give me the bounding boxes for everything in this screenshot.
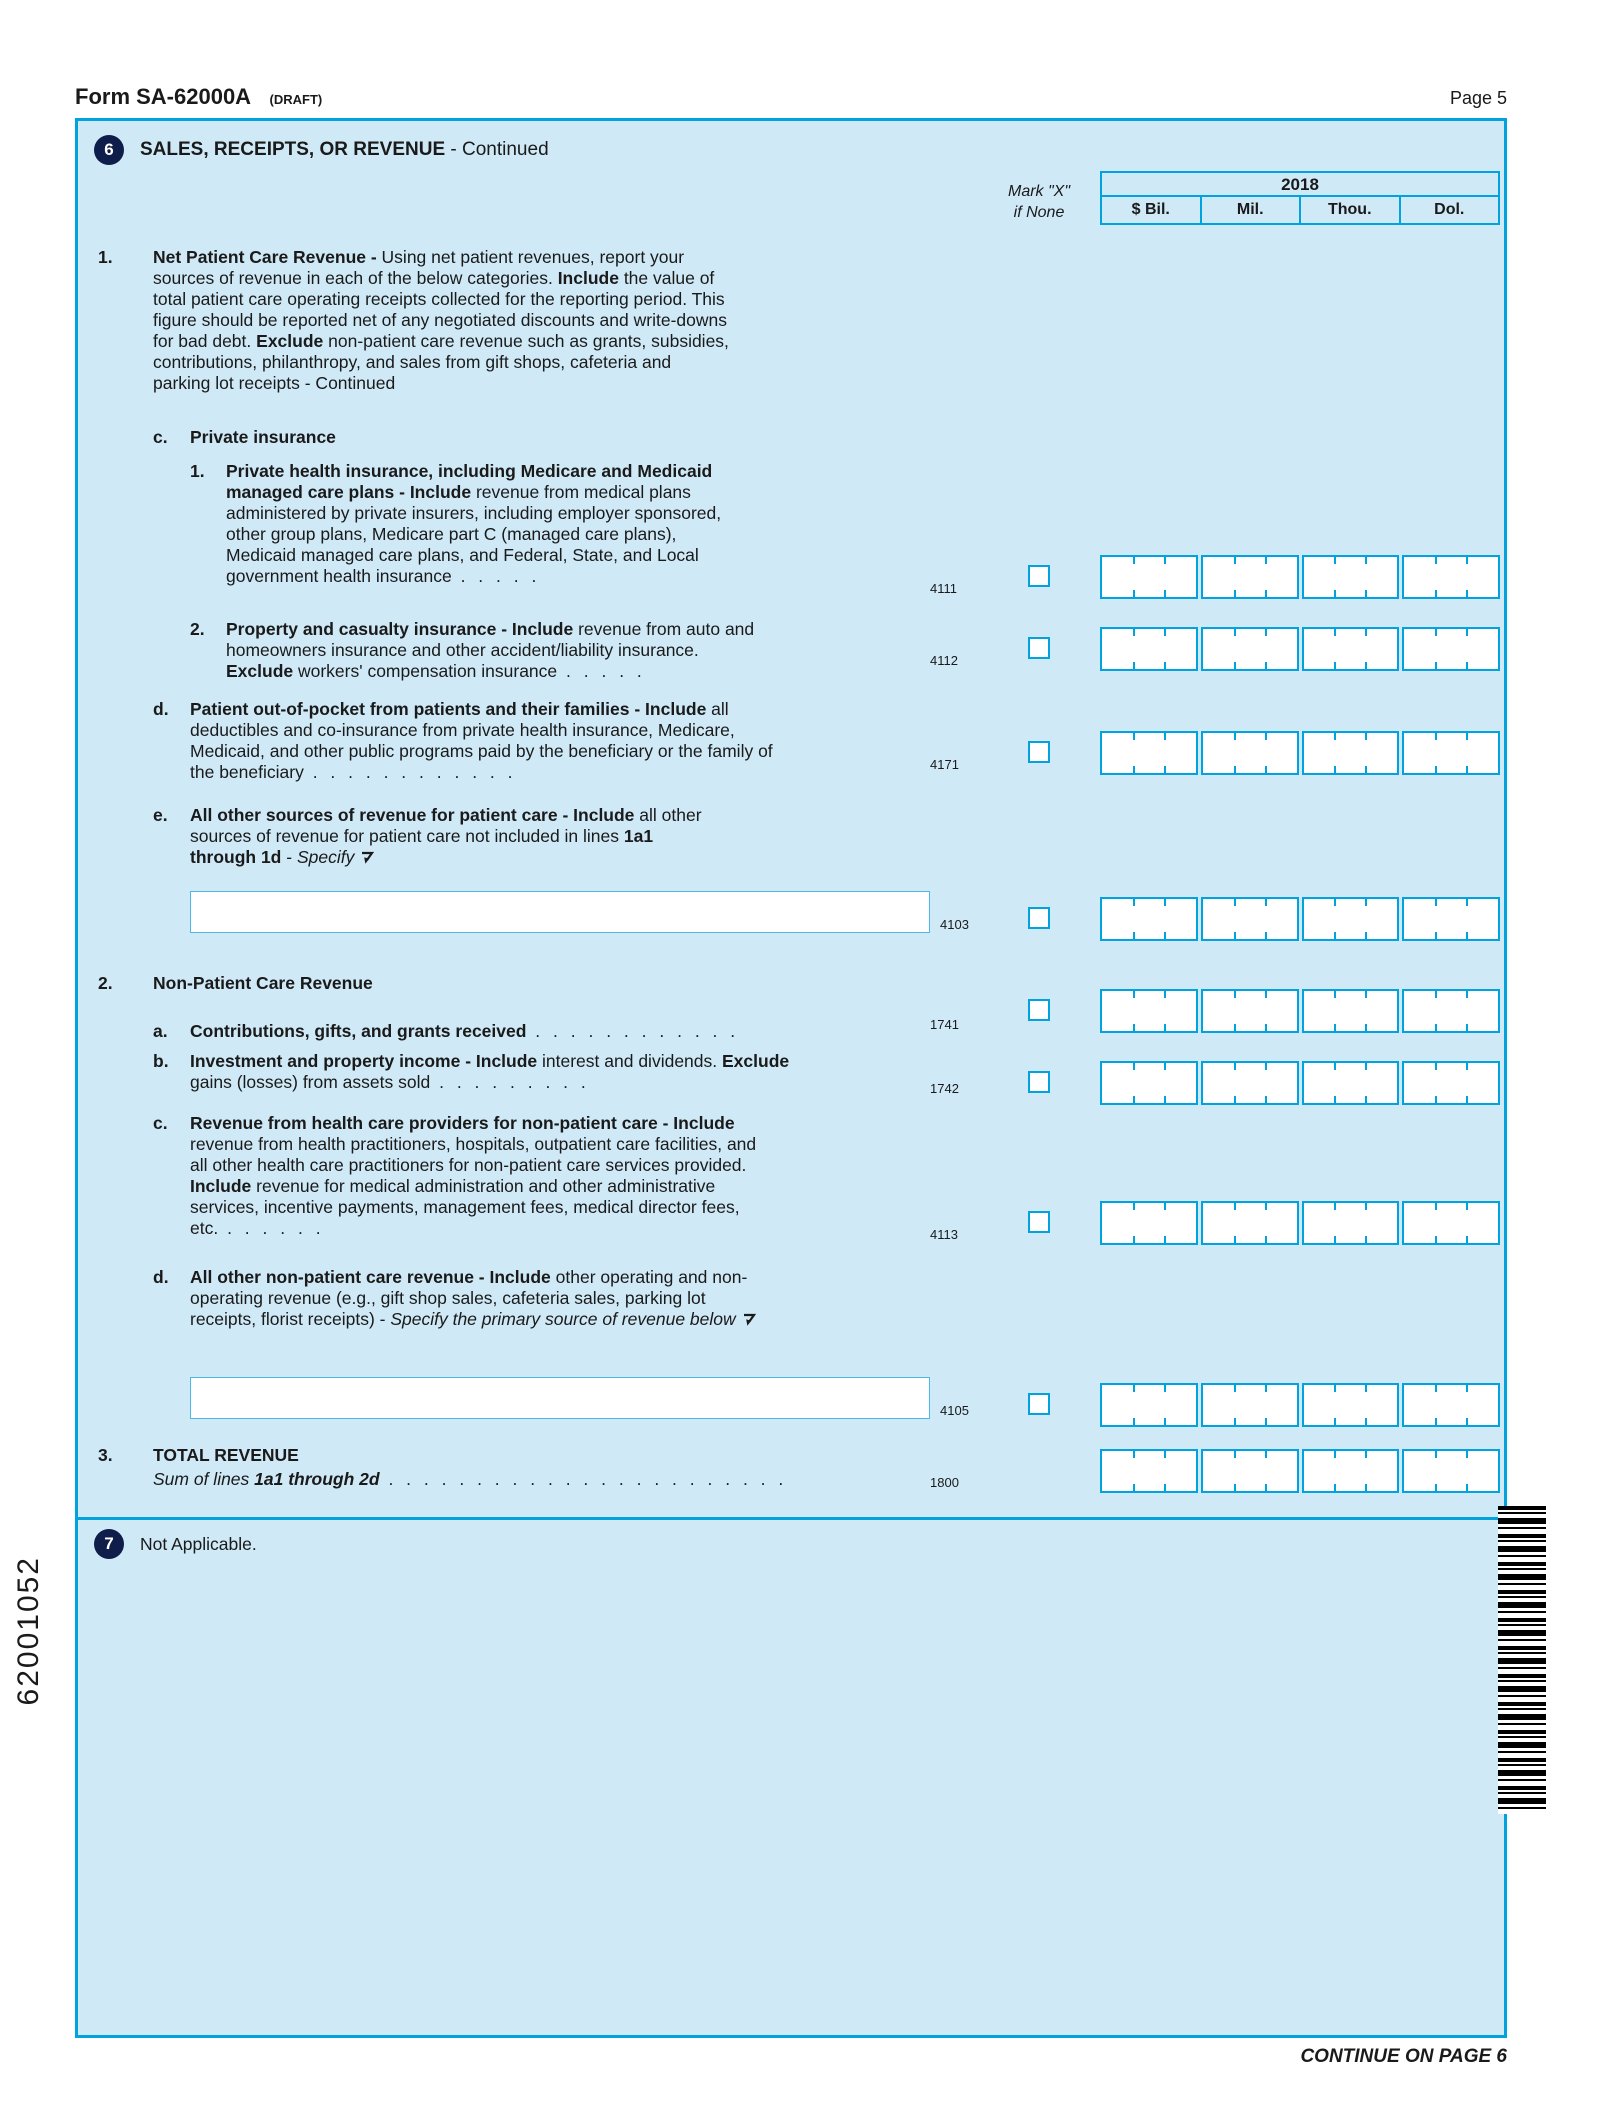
none-checkbox-4103[interactable] (1028, 907, 1050, 929)
digit-tick (1234, 1024, 1236, 1031)
amount-row-4103 (1100, 897, 1500, 941)
digit-tick (1164, 733, 1166, 740)
digit-tick (1334, 590, 1336, 597)
amount-box-dol[interactable] (1402, 1383, 1500, 1427)
amount-box-bil[interactable] (1100, 627, 1198, 671)
digit-tick (1164, 557, 1166, 564)
digit-tick (1164, 1418, 1166, 1425)
amount-box-dol[interactable] (1402, 1201, 1500, 1245)
digit-tick (1365, 899, 1367, 906)
item-2b-letter: b. (153, 1051, 169, 1071)
digit-tick (1164, 1024, 1166, 1031)
item-code: 4112 (930, 653, 958, 668)
digit-tick (1466, 1024, 1468, 1031)
amount-row-1741 (1100, 989, 1500, 1033)
digit-tick (1234, 733, 1236, 740)
none-checkbox-4171[interactable] (1028, 741, 1050, 763)
digit-tick (1234, 1236, 1236, 1243)
digit-tick (1265, 733, 1267, 740)
item-2c-text: Revenue from health care providers for non-patient care - Include revenue from health practitioners, hospitals, outpatient care facilities, and all other health care practitioners for non-patient care services provided. Include revenue for medical administration and other administrative services, incentive payments, management fees, medical director fees, etc. . . . . . . (190, 1113, 757, 1238)
digit-tick (1164, 1385, 1166, 1392)
item-code: 1800 (930, 1475, 959, 1490)
item-2d-text (190, 1267, 760, 1330)
digit-tick (1265, 590, 1267, 597)
item-1d-text: Patient out-of-pocket from patients and their families - Include all deductibles and co-insurance from private health insurance, Medicare, Medicaid, and other public programs paid by the beneficiary or the family of the beneficiary . . . . . . . . . . . . (190, 699, 773, 782)
digit-tick (1466, 629, 1468, 636)
digit-tick (1234, 991, 1236, 998)
digit-tick (1164, 1203, 1166, 1210)
form-panel (75, 118, 1507, 2038)
digit-tick (1234, 1418, 1236, 1425)
digit-tick (1466, 1063, 1468, 1070)
digit-tick (1365, 557, 1367, 564)
digit-tick (1466, 1451, 1468, 1458)
digit-tick (1435, 1451, 1437, 1458)
digit-tick (1435, 629, 1437, 636)
digit-tick (1365, 590, 1367, 597)
item-3-sum-line: Sum of lines 1a1 through 2d . . . . . . . . . . . . . . . . . . . . . . . (153, 1469, 788, 1489)
digit-tick (1435, 766, 1437, 773)
col-header-thou: Thou. (1301, 197, 1401, 225)
digit-tick (1133, 662, 1135, 669)
digit-tick (1466, 991, 1468, 998)
amount-box-bil[interactable] (1100, 1061, 1198, 1105)
digit-tick (1164, 899, 1166, 906)
digit-tick (1334, 1484, 1336, 1491)
digit-tick (1265, 1024, 1267, 1031)
item-2a-letter: a. (153, 1021, 168, 1041)
item-1-text: Net Patient Care Revenue - Using net patient revenues, report your sources of revenue in each of the below categories. Include the value of total patient care operating receipts collected for the reporting period. This figure should be reported net of any negotiated discounts and write-downs for bad debt. Exclude non-patient care revenue such as grants, subsidies, contributions, philanthropy, and sales from gift shops, cafeteria and parking lot receipts - Continued (153, 247, 729, 393)
amount-box-bil[interactable] (1100, 989, 1198, 1033)
digit-tick (1164, 991, 1166, 998)
digit-tick (1234, 1385, 1236, 1392)
mark-x-if-none-label (986, 181, 1092, 223)
digit-tick (1365, 662, 1367, 669)
amount-box-thou[interactable] (1302, 731, 1400, 775)
digit-tick (1265, 766, 1267, 773)
none-checkbox-4105[interactable] (1028, 1393, 1050, 1415)
digit-tick (1234, 590, 1236, 597)
digit-tick (1435, 733, 1437, 740)
digit-tick (1365, 629, 1367, 636)
item-2d-letter: d. (153, 1267, 169, 1287)
section-6-title-main: SALES, RECEIPTS, OR REVENUE (140, 139, 446, 160)
amount-box-dol[interactable] (1402, 555, 1500, 599)
digit-tick (1265, 1451, 1267, 1458)
draft-label: (DRAFT) (269, 92, 323, 107)
col-header-mil: Mil. (1202, 197, 1302, 225)
col-header-dol: Dol. (1401, 197, 1501, 225)
continue-note: CONTINUE ON PAGE 6 (1300, 2046, 1507, 2067)
specify-arrow-icon (354, 847, 375, 867)
amount-box-thou[interactable] (1302, 1383, 1400, 1427)
digit-tick (1365, 1236, 1367, 1243)
digit-tick (1265, 629, 1267, 636)
digit-tick (1334, 1236, 1336, 1243)
digit-tick (1435, 1484, 1437, 1491)
item-1e-letter: e. (153, 805, 168, 825)
digit-tick (1466, 766, 1468, 773)
if-none-line: if None (1013, 204, 1065, 221)
digit-tick (1164, 662, 1166, 669)
digit-tick (1265, 557, 1267, 564)
digit-tick (1435, 590, 1437, 597)
amount-row-1742 (1100, 1061, 1500, 1105)
digit-tick (1164, 629, 1166, 636)
digit-tick (1133, 1385, 1135, 1392)
digit-tick (1365, 1063, 1367, 1070)
item-1d-letter: d. (153, 699, 169, 719)
col-header-bil: $ Bil. (1100, 197, 1202, 225)
digit-tick (1234, 899, 1236, 906)
digit-tick (1466, 1203, 1468, 1210)
digit-tick (1435, 1385, 1437, 1392)
amount-box-mil[interactable] (1201, 1201, 1299, 1245)
digit-tick (1466, 1096, 1468, 1103)
item-1c1-text: Private health insurance, including Medicare and Medicaid managed care plans - Include revenue from medical plans administered by private insurers, including employer sponsored, other group plans, Medicare part C (managed care plans), Medicaid managed care plans, and Federal, State, and Local government health insurance . . . . . (226, 461, 722, 586)
amount-box-thou[interactable] (1302, 989, 1400, 1033)
digit-tick (1265, 1484, 1267, 1491)
digit-tick (1234, 629, 1236, 636)
digit-tick (1365, 991, 1367, 998)
specify-input-4105[interactable] (190, 1377, 930, 1419)
item-2d-segments: All other non-patient care revenue - Include other operating and non-operating revenue (e.g., gift shop sales, cafeteria sales, parking lot receipts, florist receipts) - Specify the primary source of revenue below (190, 1267, 748, 1329)
amount-box-mil[interactable] (1201, 1383, 1299, 1427)
amount-box-dol[interactable] (1402, 731, 1500, 775)
item-code: 1742 (930, 1081, 959, 1096)
digit-tick (1334, 1096, 1336, 1103)
digit-tick (1164, 766, 1166, 773)
digit-tick (1234, 1063, 1236, 1070)
digit-tick (1164, 1236, 1166, 1243)
digit-tick (1133, 590, 1135, 597)
digit-tick (1164, 932, 1166, 939)
digit-tick (1466, 590, 1468, 597)
digit-tick (1365, 1096, 1367, 1103)
item-code: 4105 (940, 1403, 969, 1418)
specify-arrow-icon (736, 1309, 757, 1329)
item-1c-label: Private insurance (190, 427, 336, 447)
digit-tick (1435, 1203, 1437, 1210)
section-6-title-suffix: - Continued (445, 139, 549, 160)
digit-tick (1365, 1418, 1367, 1425)
digit-tick (1435, 1418, 1437, 1425)
digit-tick (1365, 1484, 1367, 1491)
digit-tick (1334, 991, 1336, 998)
item-1-number: 1. (98, 247, 113, 267)
form-number: Form SA-62000A (75, 84, 252, 109)
page-header (75, 84, 1507, 110)
specify-input-4103[interactable] (190, 891, 930, 933)
digit-tick (1334, 557, 1336, 564)
digit-tick (1265, 899, 1267, 906)
digit-tick (1234, 557, 1236, 564)
digit-tick (1133, 899, 1135, 906)
digit-tick (1133, 1418, 1135, 1425)
year-header: 2018 (1100, 171, 1500, 197)
digit-tick (1265, 1418, 1267, 1425)
amount-box-mil[interactable] (1201, 555, 1299, 599)
amount-box-mil[interactable] (1201, 1449, 1299, 1493)
section-divider (77, 1517, 1505, 1520)
amount-row-4105 (1100, 1383, 1500, 1427)
digit-tick (1466, 557, 1468, 564)
amount-box-thou[interactable] (1302, 897, 1400, 941)
digit-tick (1133, 1484, 1135, 1491)
digit-tick (1265, 1063, 1267, 1070)
digit-tick (1435, 1096, 1437, 1103)
amount-row-4113 (1100, 1201, 1500, 1245)
digit-tick (1334, 1203, 1336, 1210)
digit-tick (1334, 899, 1336, 906)
digit-tick (1265, 662, 1267, 669)
digit-tick (1234, 1451, 1236, 1458)
item-2-label: Non-Patient Care Revenue (153, 973, 373, 993)
digit-tick (1164, 590, 1166, 597)
item-code: 1741 (930, 1017, 959, 1032)
digit-tick (1435, 932, 1437, 939)
digit-tick (1133, 1451, 1135, 1458)
digit-tick (1334, 1024, 1336, 1031)
digit-tick (1334, 733, 1336, 740)
digit-tick (1334, 1385, 1336, 1392)
digit-tick (1133, 557, 1135, 564)
item-1e-segments: All other sources of revenue for patient care - Include all other sources of revenue for patient care not included in lines 1a1 through 1d - Specify (190, 805, 702, 867)
digit-tick (1265, 1203, 1267, 1210)
digit-tick (1164, 1096, 1166, 1103)
item-code: 4103 (940, 917, 969, 932)
digit-tick (1334, 766, 1336, 773)
item-1c2-text: Property and casualty insurance - Include revenue from auto and homeowners insurance and other accident/liability insurance. Exclude workers' compensation insurance . . . . . (226, 619, 755, 681)
item-1c1-number: 1. (190, 461, 205, 481)
digit-tick (1334, 1451, 1336, 1458)
digit-tick (1466, 662, 1468, 669)
none-checkbox-4112[interactable] (1028, 637, 1050, 659)
digit-tick (1466, 733, 1468, 740)
digit-tick (1133, 766, 1135, 773)
digit-tick (1133, 1096, 1135, 1103)
digit-tick (1265, 1096, 1267, 1103)
digit-tick (1334, 629, 1336, 636)
digit-tick (1365, 766, 1367, 773)
digit-tick (1365, 1203, 1367, 1210)
digit-tick (1164, 1063, 1166, 1070)
digit-tick (1466, 1418, 1468, 1425)
amount-box-bil[interactable] (1100, 1201, 1198, 1245)
digit-tick (1334, 1418, 1336, 1425)
item-code: 4111 (930, 581, 957, 596)
item-1c2-number: 2. (190, 619, 205, 639)
section-7-text: Not Applicable. (140, 1533, 257, 1554)
section-6-header (94, 135, 549, 165)
digit-tick (1334, 662, 1336, 669)
digit-tick (1365, 1385, 1367, 1392)
digit-tick (1435, 1024, 1437, 1031)
item-2c-letter: c. (153, 1113, 168, 1133)
digit-tick (1365, 1451, 1367, 1458)
mark-x-line: Mark "X" (1007, 183, 1071, 200)
digit-tick (1466, 932, 1468, 939)
item-2a-text: Contributions, gifts, and grants received . . . . . . . . . . . . (190, 1021, 740, 1041)
amount-row-4171 (1100, 731, 1500, 775)
amount-row-4112 (1100, 627, 1500, 671)
digit-tick (1164, 1451, 1166, 1458)
amount-box-mil[interactable] (1201, 627, 1299, 671)
digit-tick (1435, 1063, 1437, 1070)
amount-row-4111 (1100, 555, 1500, 599)
item-1e-text (190, 805, 720, 868)
digit-tick (1234, 1096, 1236, 1103)
amount-box-bil[interactable] (1100, 897, 1198, 941)
none-checkbox-1742[interactable] (1028, 1071, 1050, 1093)
amount-box-dol[interactable] (1402, 1449, 1500, 1493)
digit-tick (1133, 1024, 1135, 1031)
amount-box-mil[interactable] (1201, 989, 1299, 1033)
digit-tick (1133, 629, 1135, 636)
digit-tick (1265, 1236, 1267, 1243)
amount-box-dol[interactable] (1402, 989, 1500, 1033)
page-number: Page 5 (1449, 88, 1507, 108)
digit-tick (1234, 932, 1236, 939)
digit-tick (1435, 662, 1437, 669)
item-3-number: 3. (98, 1445, 113, 1465)
digit-tick (1234, 1203, 1236, 1210)
digit-tick (1365, 932, 1367, 939)
section-6-badge: 6 (94, 135, 124, 165)
amount-box-dol[interactable] (1402, 897, 1500, 941)
digit-tick (1435, 1236, 1437, 1243)
digit-tick (1334, 1063, 1336, 1070)
digit-tick (1265, 991, 1267, 998)
digit-tick (1435, 991, 1437, 998)
digit-tick (1466, 899, 1468, 906)
none-checkbox-4111[interactable] (1028, 565, 1050, 587)
amount-box-thou[interactable] (1302, 555, 1400, 599)
amount-box-mil[interactable] (1201, 897, 1299, 941)
amount-box-thou[interactable] (1302, 1449, 1400, 1493)
digit-tick (1265, 1385, 1267, 1392)
item-3-label: TOTAL REVENUE (153, 1445, 299, 1465)
digit-tick (1365, 733, 1367, 740)
amount-box-mil[interactable] (1201, 731, 1299, 775)
amount-box-thou[interactable] (1302, 627, 1400, 671)
digit-tick (1133, 932, 1135, 939)
digit-tick (1164, 1484, 1166, 1491)
item-2-number: 2. (98, 973, 113, 993)
unit-header-row (1100, 197, 1500, 225)
digit-tick (1133, 991, 1135, 998)
item-code: 4171 (930, 757, 959, 772)
section-7-header (94, 1529, 257, 1559)
digit-tick (1466, 1484, 1468, 1491)
amount-box-dol[interactable] (1402, 1061, 1500, 1105)
digit-tick (1234, 1484, 1236, 1491)
digit-tick (1365, 1024, 1367, 1031)
none-checkbox-4113[interactable] (1028, 1211, 1050, 1233)
amount-box-thou[interactable] (1302, 1061, 1400, 1105)
item-code: 4113 (930, 1227, 958, 1242)
digit-tick (1133, 1203, 1135, 1210)
amount-box-bil[interactable] (1100, 555, 1198, 599)
digit-tick (1234, 766, 1236, 773)
sidebar-form-code: 62001052 (12, 1556, 45, 1706)
barcode (1498, 1506, 1546, 1814)
digit-tick (1466, 1236, 1468, 1243)
amount-box-bil[interactable] (1100, 1383, 1198, 1427)
amount-box-thou[interactable] (1302, 1201, 1400, 1245)
section-6-title (140, 139, 549, 161)
digit-tick (1133, 733, 1135, 740)
amount-row-1800 (1100, 1449, 1500, 1493)
amount-box-mil[interactable] (1201, 1061, 1299, 1105)
digit-tick (1133, 1063, 1135, 1070)
section-7-badge: 7 (94, 1529, 124, 1559)
form-id-group (75, 84, 322, 110)
amount-box-bil[interactable] (1100, 1449, 1198, 1493)
digit-tick (1435, 557, 1437, 564)
item-1c-letter: c. (153, 427, 168, 447)
digit-tick (1133, 1236, 1135, 1243)
digit-tick (1265, 932, 1267, 939)
item-2b-text: Investment and property income - Include interest and dividends. Exclude gains (losses) from assets sold . . . . . . . . . (190, 1051, 790, 1092)
amount-box-dol[interactable] (1402, 627, 1500, 671)
amount-box-bil[interactable] (1100, 731, 1198, 775)
none-checkbox-1741[interactable] (1028, 999, 1050, 1021)
year-column-header (1100, 171, 1500, 225)
digit-tick (1466, 1385, 1468, 1392)
digit-tick (1234, 662, 1236, 669)
digit-tick (1435, 899, 1437, 906)
digit-tick (1334, 932, 1336, 939)
